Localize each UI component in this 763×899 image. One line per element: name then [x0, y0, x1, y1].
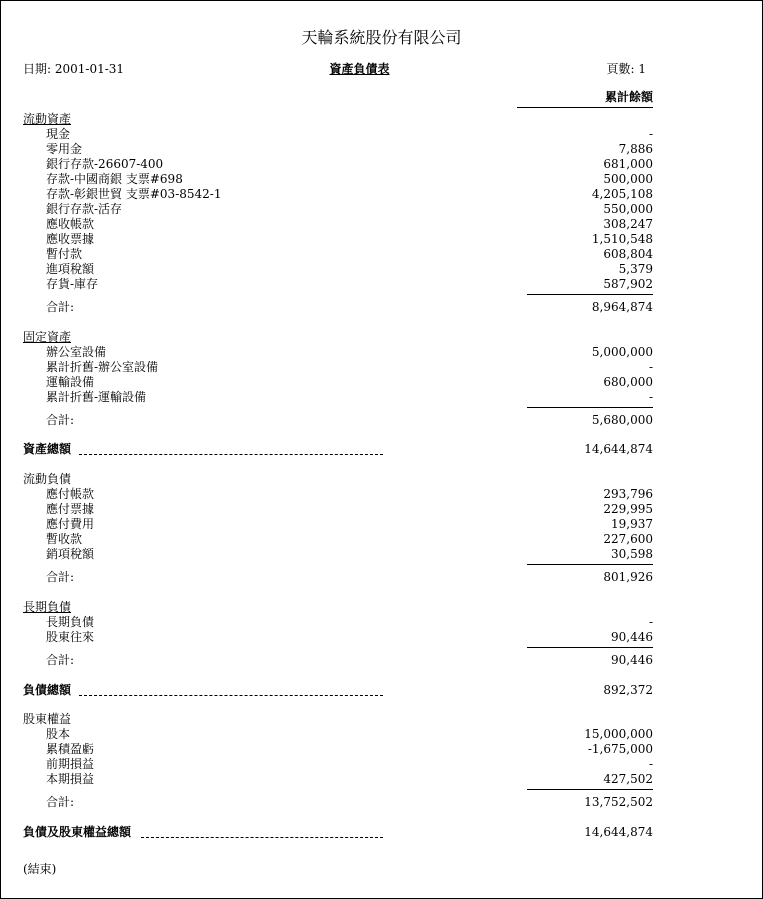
subtotal-rule [527, 294, 653, 295]
subtotal-rule [527, 407, 653, 408]
report-date: 日期: 2001-01-31 [23, 62, 125, 76]
section-title: 流動負債 [23, 472, 72, 486]
line-item-value: - [648, 360, 653, 374]
line-item-value: 293,796 [603, 487, 653, 501]
line-item-value: 5,379 [618, 262, 653, 276]
total-value: 14,644,874 [584, 825, 653, 839]
report-title: 資產負債表 [329, 62, 390, 76]
line-item-label: 存款-彰銀世貿 支票#03-8542-1 [46, 187, 222, 201]
line-item-value: - [648, 390, 653, 404]
line-item-value: 608,804 [603, 247, 653, 261]
line-item-label: 暫付款 [46, 247, 83, 261]
subtotal-label: 合計: [46, 570, 75, 584]
line-item-label: 應收帳款 [46, 217, 95, 231]
total-value: 892,372 [603, 683, 653, 697]
line-item-label: 銀行存款-活存 [46, 202, 123, 216]
subtotal-label: 合計: [46, 413, 75, 427]
line-item-label: 辦公室設備 [46, 345, 107, 359]
subtotal-label: 合計: [46, 795, 75, 809]
line-item-label: 進項稅額 [46, 262, 95, 276]
line-item-value: 550,000 [603, 202, 653, 216]
line-item-label: 存款-中國商銀 支票#698 [46, 172, 183, 186]
line-item-value: 19,937 [611, 517, 653, 531]
subtotal-rule [527, 789, 653, 790]
leader-dots [141, 837, 383, 838]
line-item-value: 1,510,548 [591, 232, 653, 246]
section-title: 長期負債 [23, 600, 72, 614]
subtotal-value: 801,926 [603, 570, 653, 584]
line-item-value: 229,995 [603, 502, 653, 516]
line-item-label: 應付帳款 [46, 487, 95, 501]
line-item-label: 累積盈虧 [46, 742, 95, 756]
line-item-value: - [648, 127, 653, 141]
line-item-value: 427,502 [603, 772, 653, 786]
line-item-label: 運輸設備 [46, 375, 95, 389]
line-item-value: 15,000,000 [584, 727, 653, 741]
section-title: 股東權益 [23, 712, 72, 726]
line-item-label: 長期負債 [46, 615, 95, 629]
line-item-value: 500,000 [603, 172, 653, 186]
line-item-value: 7,886 [618, 142, 653, 156]
subtotal-value: 13,752,502 [584, 795, 653, 809]
line-item-value: 681,000 [603, 157, 653, 171]
line-item-label: 銀行存款-26607-400 [46, 157, 164, 171]
line-item-label: 累計折舊-辦公室設備 [46, 360, 159, 374]
line-item-label: 銷項稅額 [46, 547, 95, 561]
subtotal-value: 90,446 [611, 653, 653, 667]
line-item-label: 現金 [46, 127, 71, 141]
line-item-label: 前期損益 [46, 757, 95, 771]
total-label: 資產總額 [23, 442, 72, 456]
line-item-label: 本期損益 [46, 772, 95, 786]
section-title: 固定資產 [23, 330, 72, 344]
section-title: 流動資產 [23, 112, 72, 126]
line-item-value: 4,205,108 [591, 187, 653, 201]
line-item-value: - [648, 615, 653, 629]
header-rule [517, 107, 653, 108]
total-label: 負債及股東權益總額 [23, 825, 132, 839]
line-item-value: 90,446 [611, 630, 653, 644]
total-value: 14,644,874 [584, 442, 653, 456]
line-item-value: 308,247 [603, 217, 653, 231]
leader-dots [79, 695, 383, 696]
line-item-value: 680,000 [603, 375, 653, 389]
line-item-label: 暫收款 [46, 532, 83, 546]
subtotal-label: 合計: [46, 653, 75, 667]
line-item-value: 5,000,000 [591, 345, 653, 359]
line-item-label: 累計折舊-運輸設備 [46, 390, 147, 404]
subtotal-label: 合計: [46, 300, 75, 314]
subtotal-rule [527, 564, 653, 565]
page-number: 頁數: 1 [606, 62, 646, 76]
column-header: 累計餘額 [604, 90, 653, 104]
subtotal-rule [527, 647, 653, 648]
end-marker: (結束) [23, 862, 57, 876]
line-item-label: 股東往來 [46, 630, 95, 644]
line-item-label: 應付費用 [46, 517, 95, 531]
line-item-value: 30,598 [611, 547, 653, 561]
line-item-label: 存貨-庫存 [46, 277, 99, 291]
line-item-label: 零用金 [46, 142, 83, 156]
total-label: 負債總額 [23, 683, 72, 697]
line-item-label: 股本 [46, 727, 71, 741]
line-item-value: - [648, 757, 653, 771]
line-item-value: -1,675,000 [587, 742, 653, 756]
line-item-label: 應收票據 [46, 232, 95, 246]
subtotal-value: 5,680,000 [591, 413, 653, 427]
subtotal-value: 8,964,874 [591, 300, 653, 314]
line-item-label: 應付票據 [46, 502, 95, 516]
line-item-value: 587,902 [603, 277, 653, 291]
line-item-value: 227,600 [603, 532, 653, 546]
leader-dots [79, 454, 383, 455]
company-name: 天輪系統股份有限公司 [301, 28, 462, 47]
